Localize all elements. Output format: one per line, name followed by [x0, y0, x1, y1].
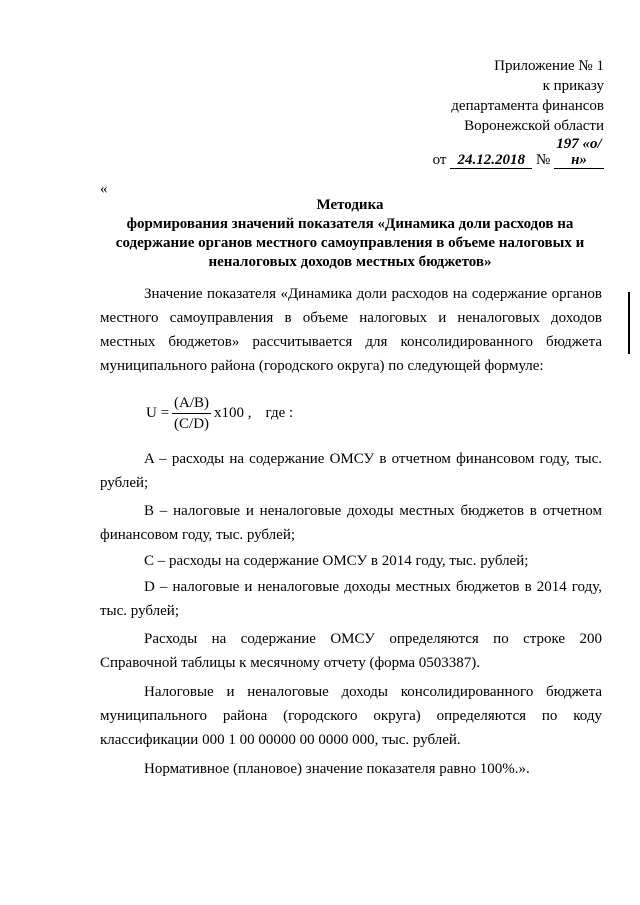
revenue-note: Налоговые и неналоговые доходы консолидированного бюджета муниципального района (городского округа) определяются по коду классификации 000 1 00 00000 00 0000 000, тыс. рублей. — [100, 684, 602, 748]
formula-multiplier: x100 , — [214, 404, 252, 421]
definition-b: B – налоговые и неналоговые доходы местных бюджетов в отчетном финансовом году, тыс. рублей; — [100, 503, 602, 543]
title-line-1: Методика — [316, 197, 384, 213]
opening-quote: « — [100, 181, 108, 197]
title-line-4: неналоговых доходов местных бюджетов» — [208, 254, 492, 270]
annex-line-3: департамента финансов — [451, 98, 604, 114]
number-label: № — [535, 152, 551, 168]
annex-date-line — [344, 136, 604, 170]
order-number: 197 «о/н» — [554, 136, 604, 169]
margin-scan-mark — [628, 292, 630, 354]
title-line-2: формирования значений показателя «Динамика доли расходов на — [126, 216, 574, 232]
formula-denominator: (C/D) — [174, 415, 210, 432]
title-line-3: содержание органов местного самоуправления в объеме налоговых и — [115, 235, 585, 251]
annex-line-1: Приложение № 1 — [494, 58, 604, 74]
definition-a: A – расходы на содержание ОМСУ в отчетном финансовом году, тыс. рублей; — [100, 451, 602, 491]
formula-numerator: (A/B) — [172, 394, 211, 414]
definition-c: C – расходы на содержание ОМСУ в 2014 году, тыс. рублей; — [144, 553, 529, 569]
annex-line-2: к приказу — [542, 78, 604, 94]
formula — [146, 391, 293, 435]
from-label: от — [432, 152, 447, 168]
document-title — [100, 196, 600, 272]
intro-paragraph: Значение показателя «Динамика доли расходов на содержание органов местного самоуправления в объеме налоговых и неналоговых доходов местных бюджетов» рассчитывается для консолидированного бюджета муниципального района (городского округа) по следующей формуле: — [100, 286, 602, 374]
definition-d: D – налоговые и неналоговые доходы местных бюджетов в 2014 году, тыс. рублей; — [100, 579, 602, 619]
formula-lhs: U = — [146, 404, 170, 421]
order-date: 24.12.2018 — [450, 152, 532, 169]
expenses-note: Расходы на содержание ОМСУ определяются по строке 200 Справочной таблицы к месячному отчету (форма 0503387). — [100, 631, 602, 671]
target-value-note: Нормативное (плановое) значение показателя равно 100%.». — [144, 761, 530, 777]
formula-fraction — [172, 394, 211, 433]
annex-header — [344, 56, 604, 170]
annex-line-4: Воронежской области — [464, 118, 604, 134]
formula-where: где : — [265, 404, 294, 421]
